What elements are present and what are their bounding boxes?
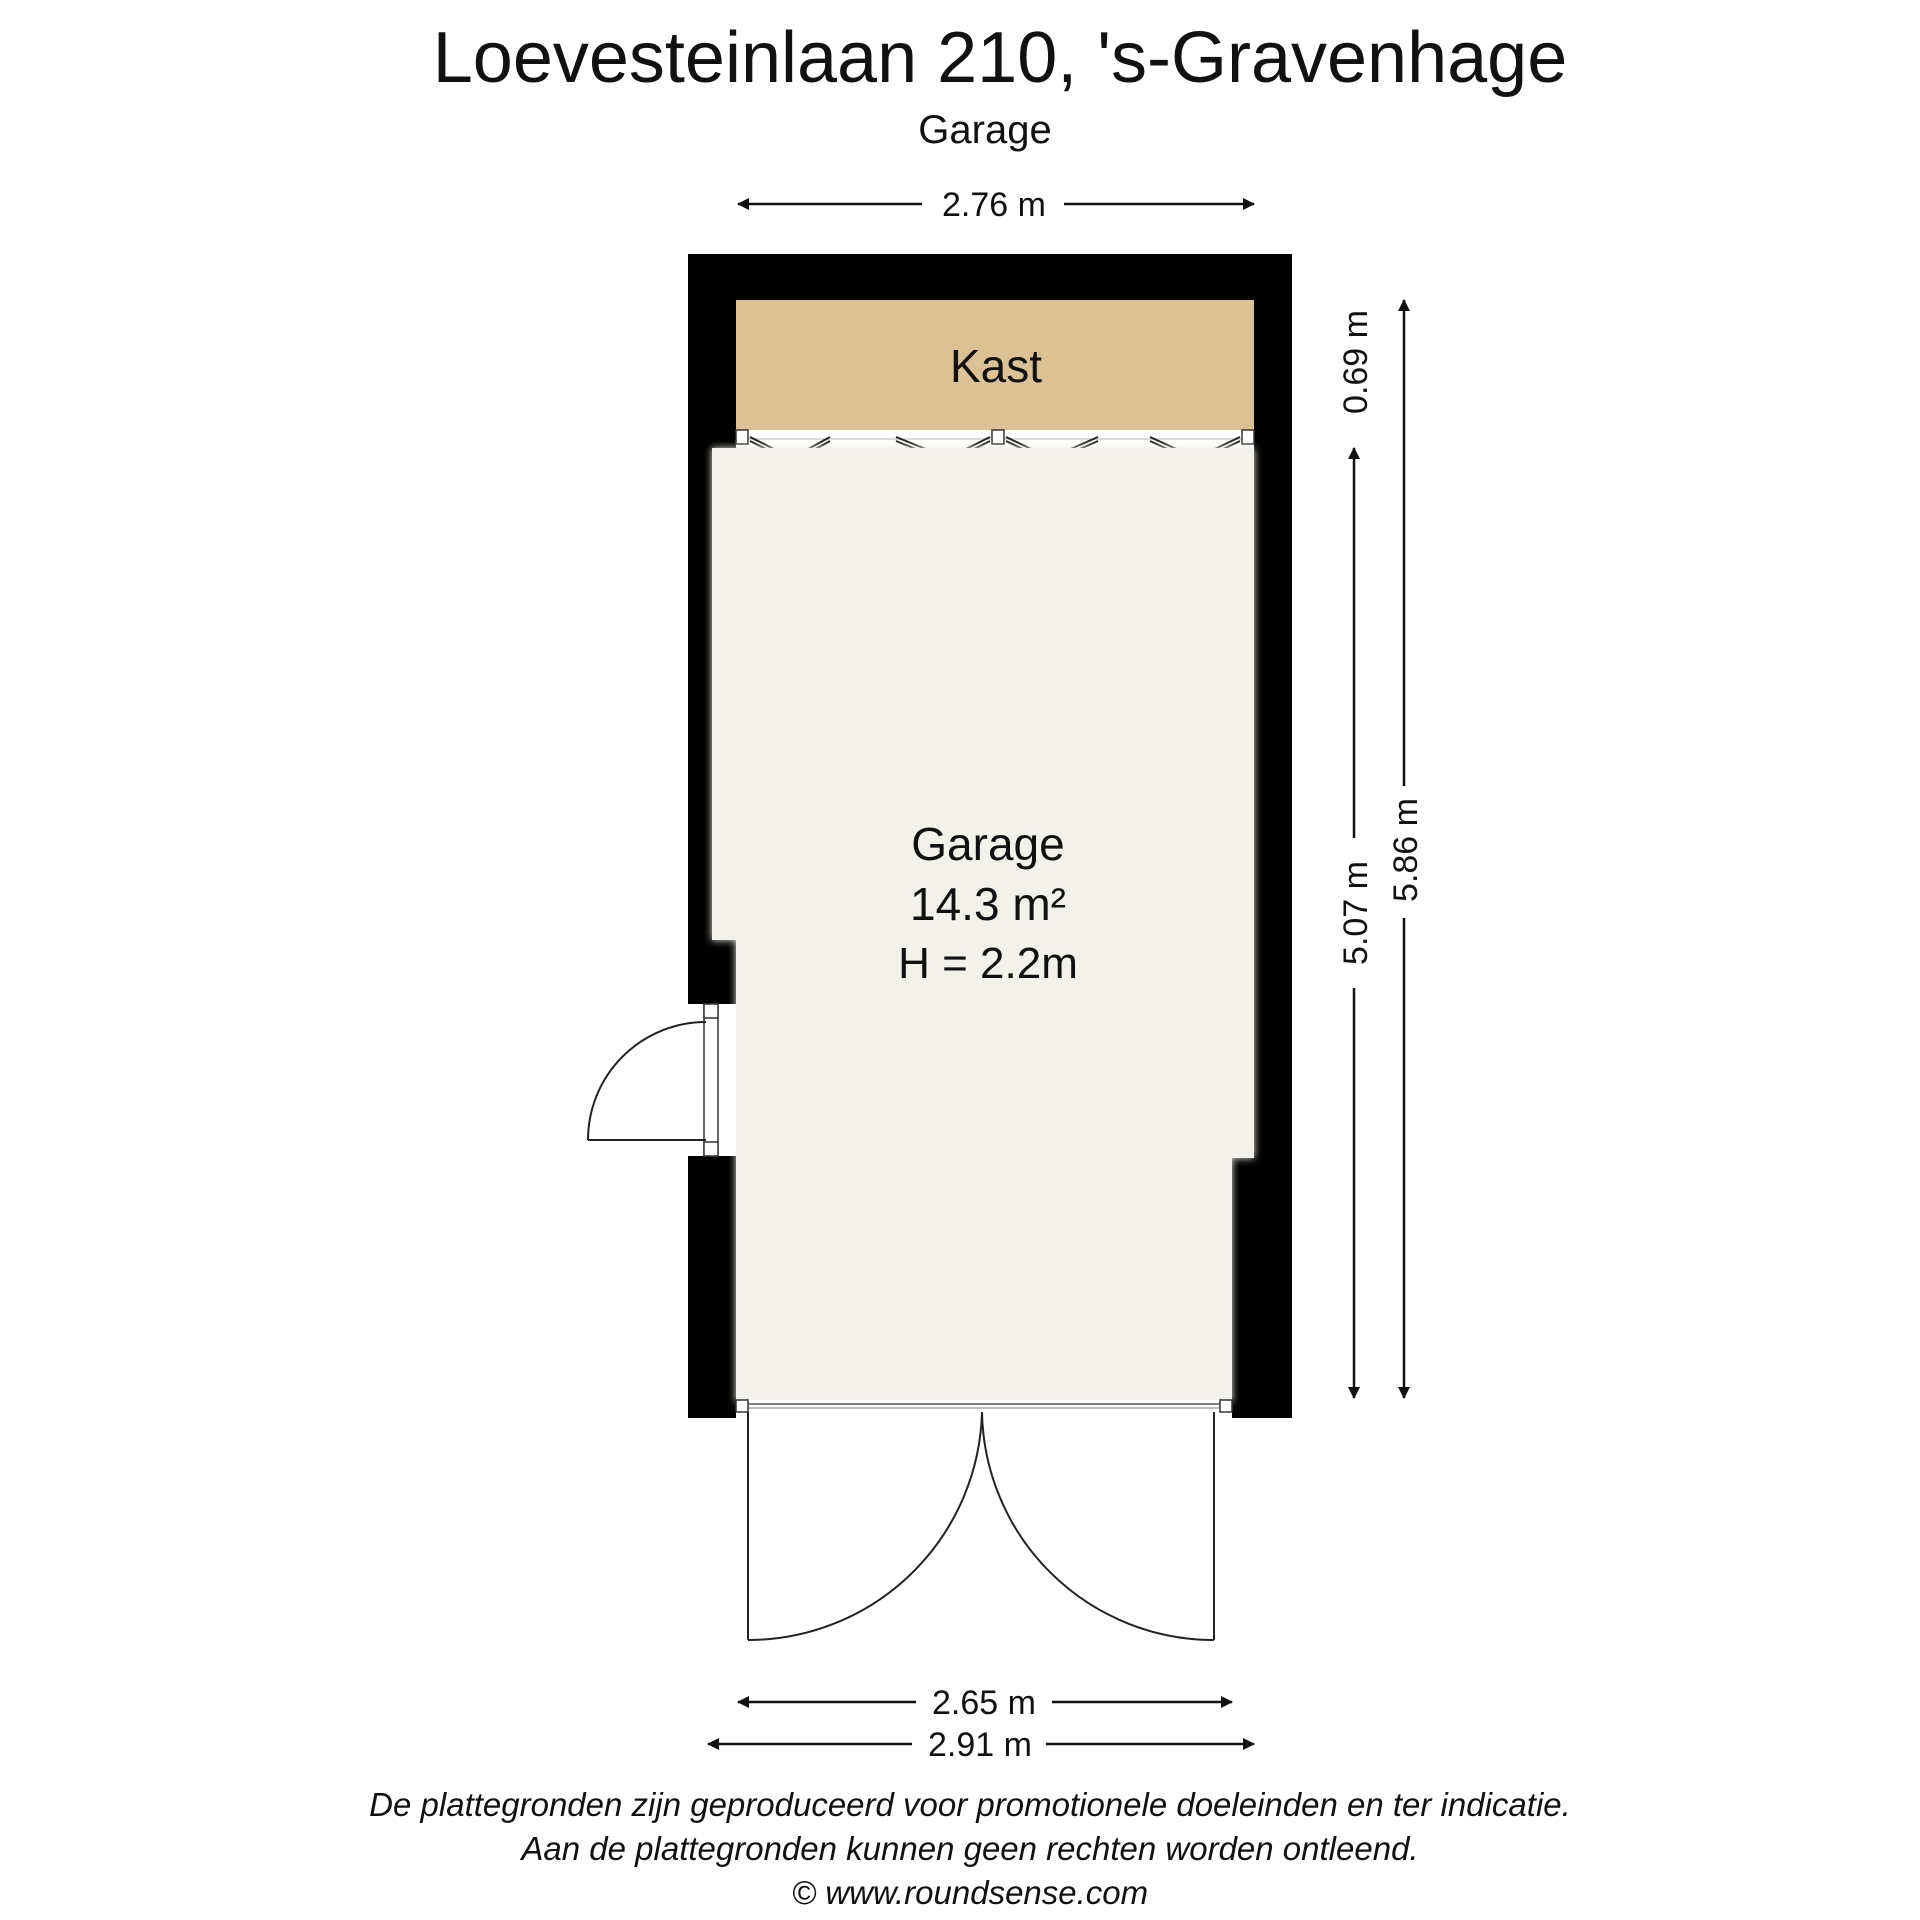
dimension-kast-depth — [1337, 310, 1375, 414]
room-garage-label: Garage — [911, 818, 1065, 870]
page-subtitle: Garage — [918, 108, 1052, 152]
dimension-outer-length — [1387, 300, 1425, 1398]
garage-doors — [736, 1400, 1232, 1640]
copyright-notice: © www.roundsense.com — [791, 1874, 1149, 1911]
dimension-outer-length-label: 5.86 m — [1387, 798, 1425, 902]
disclaimer — [369, 1786, 1571, 1911]
dimension-kast-depth-label: 0.69 m — [1337, 310, 1375, 414]
room-kast — [736, 300, 1254, 430]
dimension-top-width — [738, 186, 1254, 224]
dimension-inner-length-label: 5.07 m — [1337, 861, 1375, 965]
disclaimer-line-1: De plattegronden zijn geproduceerd voor promotionele doeleinden en ter indicatie. — [369, 1786, 1571, 1823]
dimension-inner-width — [738, 1684, 1232, 1722]
dimension-outer-width — [708, 1726, 1254, 1764]
disclaimer-line-2: Aan de plattegronden kunnen geen rechten worden ontleend. — [521, 1830, 1419, 1867]
room-garage-height: H = 2.2m — [898, 939, 1078, 988]
room-kast-label: Kast — [949, 340, 1043, 392]
dimension-top-width-label: 2.76 m — [942, 186, 1046, 224]
side-door — [588, 1004, 736, 1156]
room-garage-area: 14.3 m² — [910, 878, 1066, 930]
dimension-outer-width-label: 2.91 m — [928, 1726, 1032, 1764]
page-title: Loevesteinlaan 210, 's-Gravenhage — [432, 18, 1568, 98]
dimension-inner-width-label: 2.65 m — [932, 1684, 1036, 1722]
room-garage — [712, 448, 1254, 1402]
dimension-inner-length — [1337, 448, 1375, 1398]
